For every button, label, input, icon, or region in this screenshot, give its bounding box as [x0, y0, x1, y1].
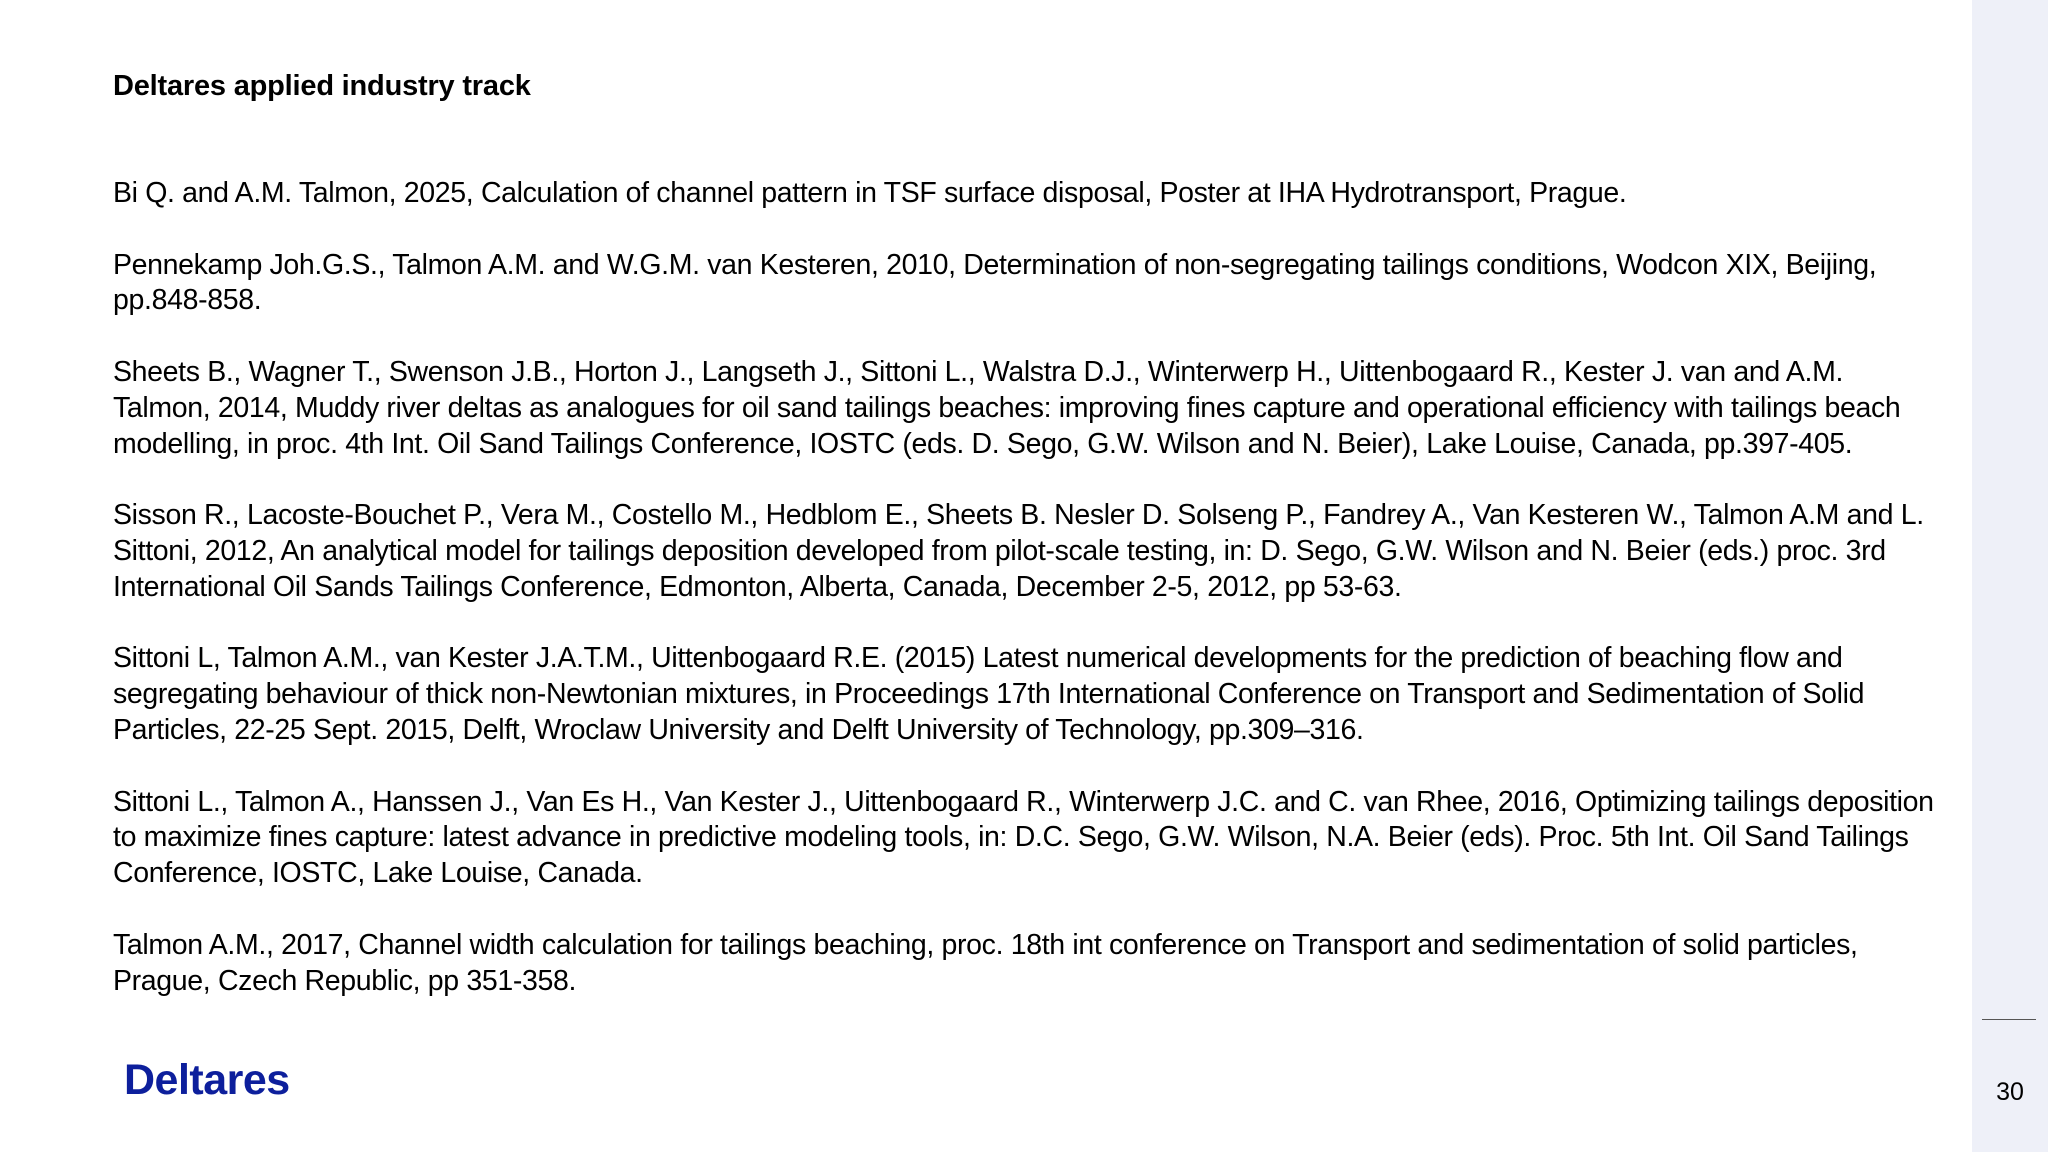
page-number-divider: [1982, 1019, 2036, 1020]
reference-item: Sheets B., Wagner T., Swenson J.B., Horton J., Langseth J., Sittoni L., Walstra D.J., Winterwerp H., Uittenbogaard R., Kester J. van and A.M. Talmon, 2014, Muddy river deltas as analogues for oil sand tailings beaches: improving fines capture and operational efficiency with tailings beach modelling, in proc. 4th Int. Oil Sand Tailings Conference, IOSTC (eds. D. Sego, G.W. Wilson and N. Beier), Lake Louise, Canada, pp.397-405.: [113, 355, 1901, 460]
reference-item: Bi Q. and A.M. Talmon, 2025, Calculation of channel pattern in TSF surface disposal, Poster at IHA Hydrotransport, Prague.: [113, 177, 1627, 209]
page-title: Deltares applied industry track: [113, 70, 531, 102]
right-margin-band: [1972, 0, 2048, 1152]
reference-item: Sittoni L., Talmon A., Hanssen J., Van Es H., Van Kester J., Uittenbogaard R., Winterwerp J.C. and C. van Rhee, 2016, Optimizing tailings deposition to maximize fines capture: latest advance in predictive modeling tools, in: D.C. Sego, G.W. Wilson, N.A. Beier (eds). Proc. 5th Int. Oil Sand Tailings Conference, IOSTC, Lake Louise, Canada.: [113, 785, 1934, 890]
reference-item: Talmon A.M., 2017, Channel width calculation for tailings beaching, proc. 18th int conference on Transport and sedimentation of solid particles, Prague, Czech Republic, pp 351-358.: [113, 928, 1858, 997]
deltares-logo: Deltares: [124, 1056, 290, 1104]
page-number: 30: [1996, 1078, 2024, 1106]
reference-item: Sittoni L, Talmon A.M., van Kester J.A.T.M., Uittenbogaard R.E. (2015) Latest numerical developments for the prediction of beaching flow and segregating behaviour of thick non-Newtonian mixtures, in Proceedings 17th International Conference on Transport and Sedimentation of Solid Particles, 22-25 Sept. 2015, Delft, Wroclaw University and Delft University of Technology, pp.309–316.: [113, 642, 1865, 746]
reference-item: Pennekamp Joh.G.S., Talmon A.M. and W.G.M. van Kesteren, 2010, Determination of non-segregating tailings conditions, Wodcon XIX, Beijing, pp.848-858.: [113, 248, 1877, 317]
reference-list: [113, 176, 1943, 1035]
reference-item: Sisson R., Lacoste-Bouchet P., Vera M., Costello M., Hedblom E., Sheets B. Nesler D. Solseng P., Fandrey A., Van Kesteren W., Talmon A.M and L. Sittoni, 2012, An analytical model for tailings deposition developed from pilot-scale testing, in: D. Sego, G.W. Wilson and N. Beier (eds.) proc. 3rd International Oil Sands Tailings Conference, Edmonton, Alberta, Canada, December 2-5, 2012, pp 53-63.: [113, 499, 1924, 603]
